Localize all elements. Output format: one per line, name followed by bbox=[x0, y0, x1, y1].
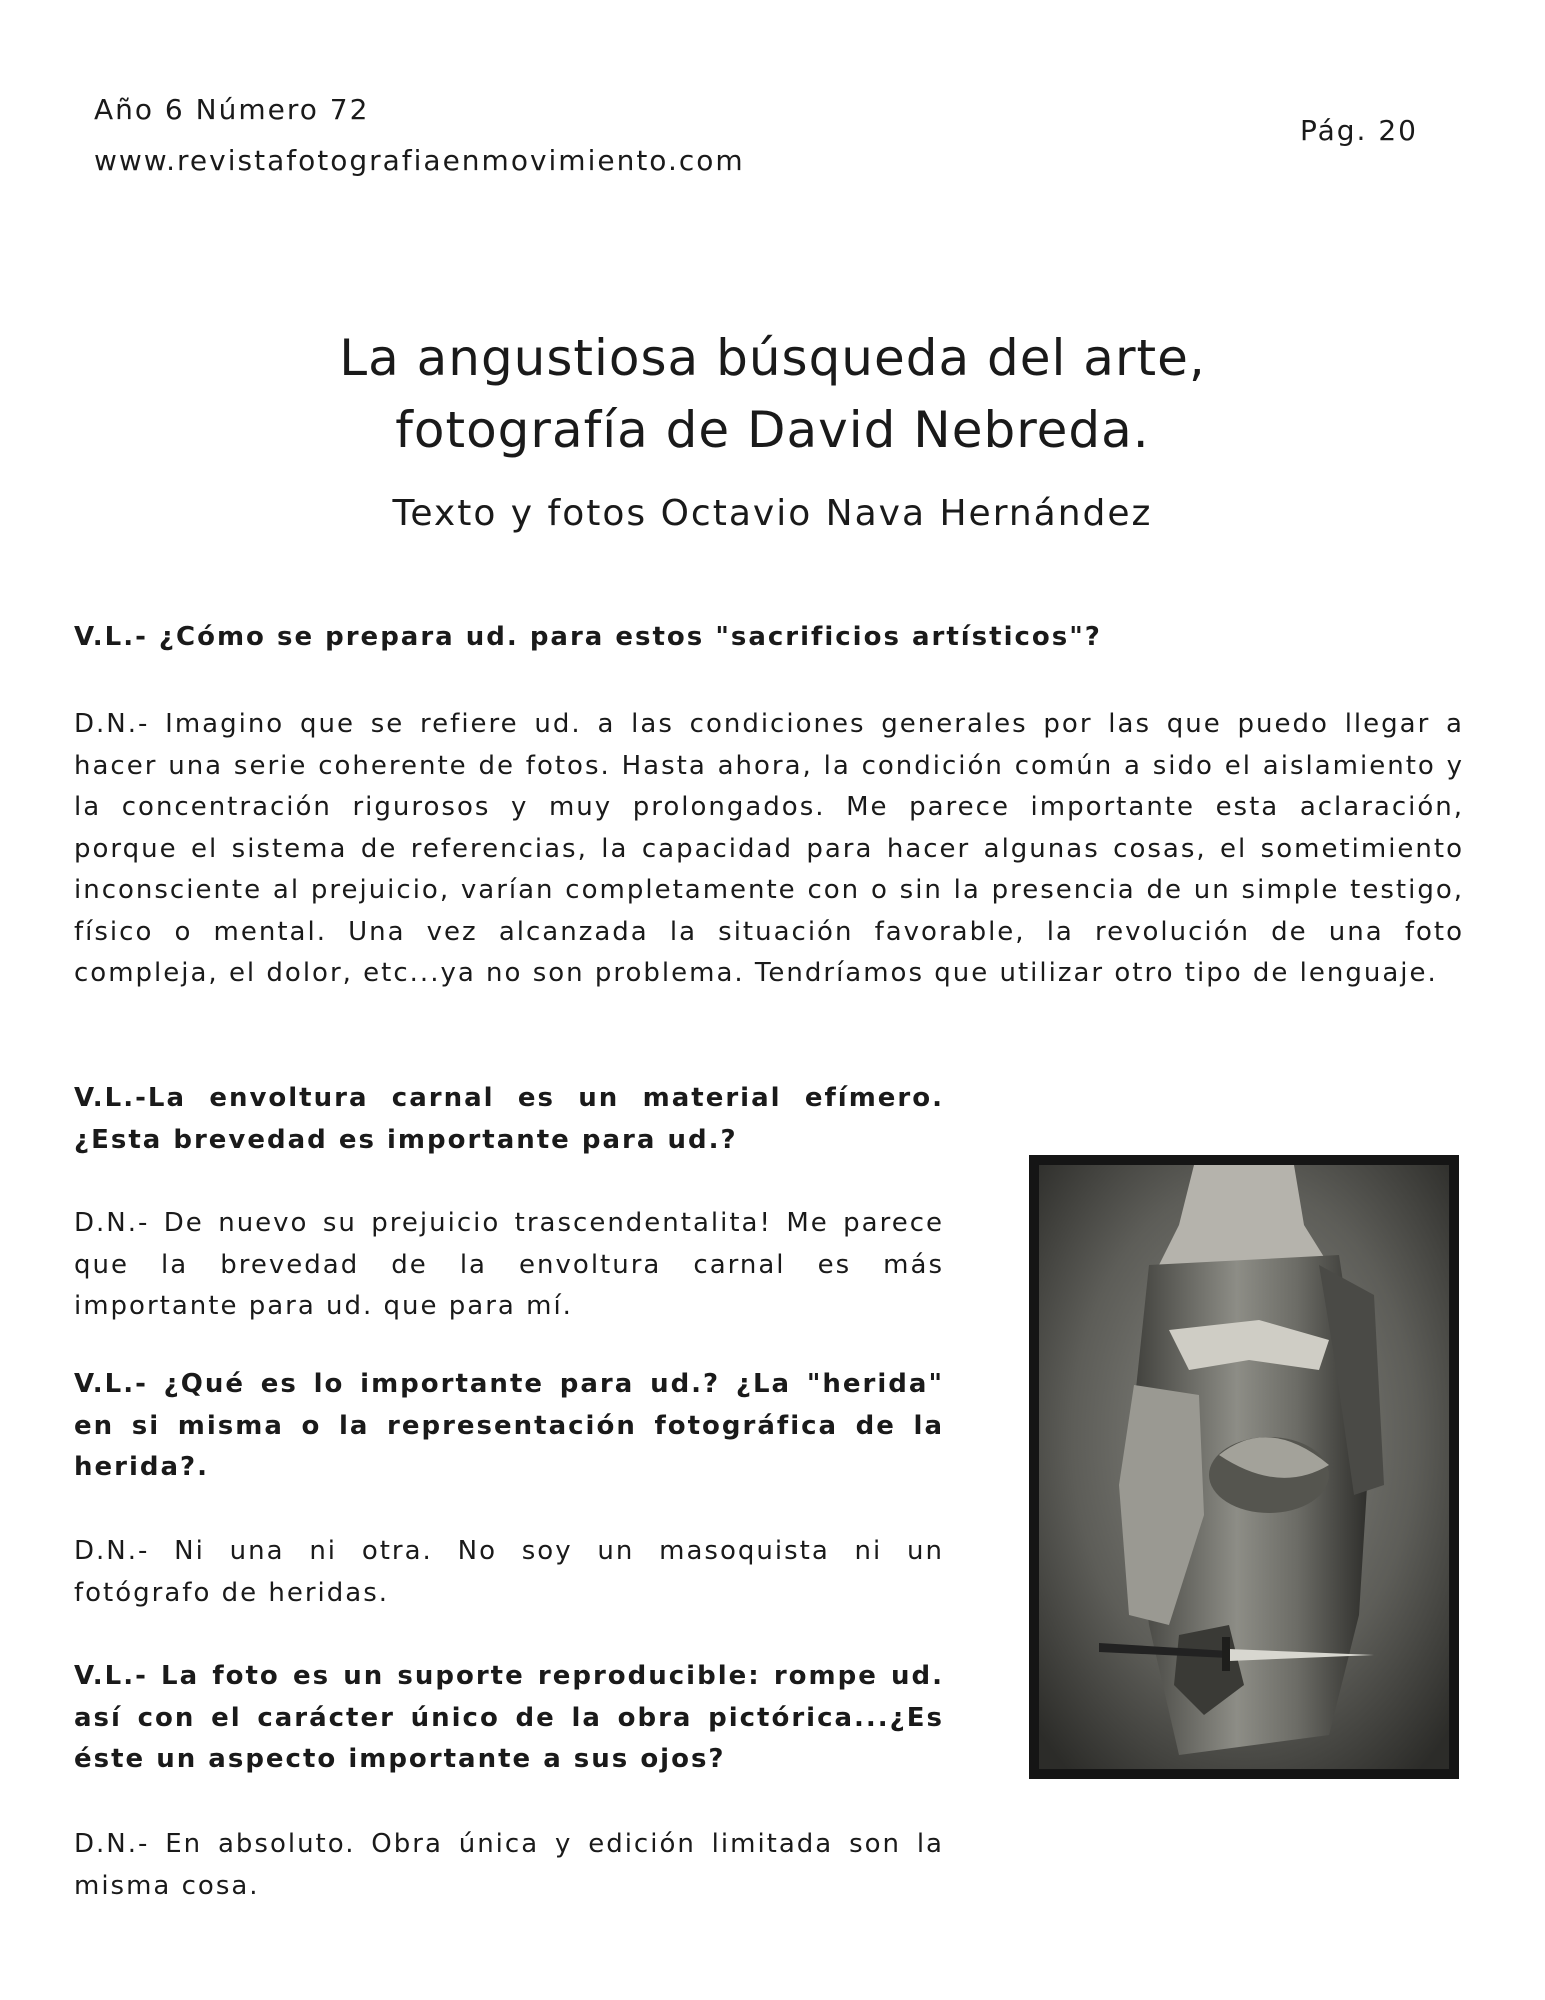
answer-3: D.N.- Ni una ni otra. No soy un masoquista ni un fotógrafo de heridas. bbox=[74, 1536, 944, 1608]
portrait-photo bbox=[1029, 1155, 1459, 1779]
title-line-1: La angustiosa búsqueda del arte, bbox=[339, 329, 1206, 387]
website-url[interactable]: www.revistafotografiaenmovimiento.com bbox=[94, 144, 745, 177]
answer-2: D.N.- De nuevo su prejuicio trascendentalita! Me parece que la brevedad de la envoltura carnal es más importante para ud. que para mí. bbox=[74, 1208, 944, 1321]
page-number: Pág. 20 bbox=[1300, 114, 1418, 147]
answer-1: D.N.- Imagino que se refiere ud. a las condiciones generales por las que puedo llegar a hacer una serie coherente de fotos. Hasta ahora, la condición común a sido el aislamiento y la concentración rigurosos y muy prolongados. Me parece importante esta aclaración, porque el sistema de referencias, la capacidad para hacer algunas cosas, el sometimiento inconsciente al prejuicio, varían completamente con o sin la presencia de un simple testigo, físico o mental. Una vez alcanzada la situación favorable, la revolución de una foto compleja, el dolor, etc...ya no son problema. Tendríamos que utilizar otro tipo de lenguaje. bbox=[74, 709, 1464, 988]
title-line-2: fotografía de David Nebreda. bbox=[395, 401, 1150, 459]
answer-4: D.N.- En absoluto. Obra única y edición limitada son la misma cosa. bbox=[74, 1829, 944, 1901]
issue-number: Año 6 Número 72 bbox=[94, 93, 370, 126]
article-title bbox=[0, 322, 1545, 466]
photo-image bbox=[1029, 1155, 1459, 1779]
question-2: V.L.-La envoltura carnal es un material efímero. ¿Esta brevedad es importante para ud.? bbox=[74, 1083, 944, 1155]
question-3: V.L.- ¿Qué es lo importante para ud.? ¿La "herida" en si misma o la representación fotográfica de la herida?. bbox=[74, 1369, 944, 1482]
issue-header bbox=[94, 84, 745, 186]
question-4: V.L.- La foto es un suporte reproducible: rompe ud. así con el carácter único de la obra pictórica...¿Es éste un aspecto importante a sus ojos? bbox=[74, 1661, 944, 1774]
question-1: V.L.- ¿Cómo se prepara ud. para estos "sacrificios artísticos"? bbox=[74, 622, 1102, 652]
byline: Texto y fotos Octavio Nava Hernández bbox=[392, 493, 1153, 534]
